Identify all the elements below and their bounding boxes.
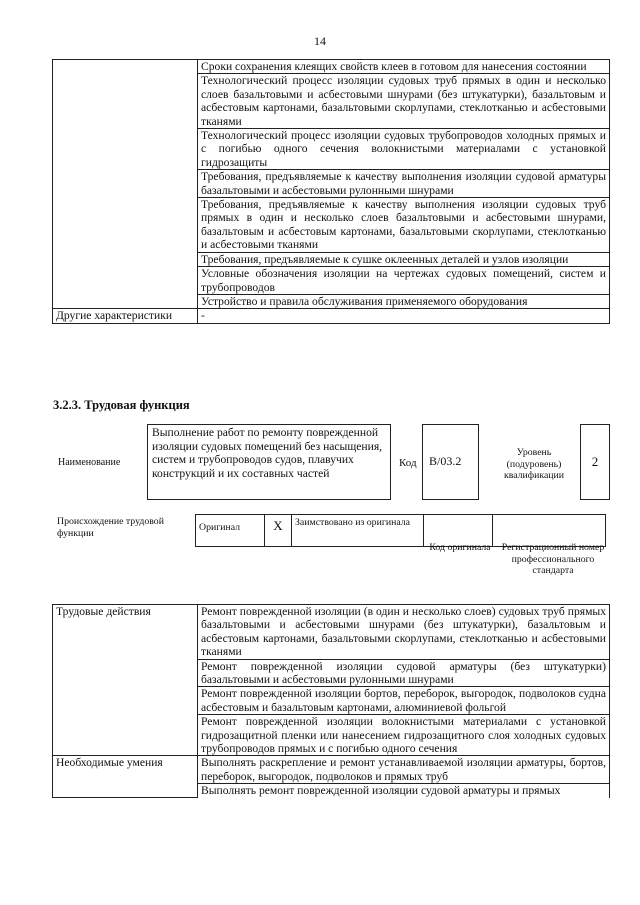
- original-mark: X: [265, 515, 292, 547]
- knowledge-row: Устройство и правила обслуживания применяемого оборудования: [198, 294, 610, 308]
- knowledge-table: [52, 59, 610, 324]
- knowledge-row: Технологический процесс изоляции судовых трубопроводов холодных прямых и с погибью одного сечения волокнистыми материалами с установкой гидрозащиты: [198, 129, 610, 170]
- knowledge-row: Технологический процесс изоляции судовых труб прямых в один и несколько слоев базальтовыми и асбестовыми шнурами (без штукатурки), базальтовым и асбестовым картонами, базальтовыми скорлупами, стеклотканью и асбестовыми тканями: [198, 74, 610, 129]
- knowledge-row: Сроки сохранения клеящих свойств клеев в готовом для нанесения состоянии: [198, 60, 610, 74]
- code-original-label: Код оригинала: [429, 542, 491, 553]
- skill-row: Выполнять ремонт поврежденной изоляции судовой арматуры и прямых: [198, 784, 610, 798]
- code-value: B/03.2: [422, 424, 479, 500]
- level-value: 2: [580, 424, 610, 500]
- page-number: 14: [314, 34, 326, 48]
- skills-label: Необходимые умения: [53, 756, 198, 798]
- knowledge-row: Требования, предъявляемые к сушке оклеенных деталей и узлов изоляции: [198, 252, 610, 266]
- knowledge-row: Требования, предъявляемые к качеству выполнения изоляции судовой арматуры базальтовыми и асбестовыми рулонными шнурами: [198, 170, 610, 198]
- borrowed-label: Заимствовано из оригинала: [292, 515, 424, 547]
- section-title: 3.2.3. Трудовая функция: [53, 398, 190, 412]
- action-row: Ремонт поврежденной изоляции волокнистыми материалами с установкой гидрозащитной пленки или нанесением гидрозащитного слоя холодных судовых трубопроводов прямых и с погибью одного сечения: [198, 715, 610, 756]
- actions-table: [52, 604, 610, 798]
- reg-number-label: Регистрационный номер профессионального стандарта: [501, 542, 605, 576]
- function-name-box: Выполнение работ по ремонту поврежденной изоляции судовых помещений без насыщения, систем и трубопроводов судов, плавучих конструкций и их составных частей: [147, 424, 391, 500]
- knowledge-label-cell: [53, 60, 198, 309]
- actions-label: Трудовые действия: [53, 605, 198, 756]
- action-row: Ремонт поврежденной изоляции (в один и несколько слоев) судовых труб прямых базальтовыми и асбестовыми шнурами (без штукатурки), базальтовым и асбестовым картонами, базальтовыми скорлупами, стеклотканью и асбестовыми тканями: [198, 605, 610, 660]
- original-label: Оригинал: [196, 515, 265, 547]
- knowledge-row: Условные обозначения изоляции на чертежах судовых помещений, систем и трубопроводов: [198, 267, 610, 295]
- origin-label: Происхождение трудовой функции: [57, 516, 164, 539]
- name-label: Наименование: [58, 457, 121, 468]
- knowledge-row: Требования, предъявляемые к качеству выполнения изоляции судовых труб прямых в один и несколько слоев базальтовыми и асбестовыми шнурами, базальтовым и асбестовым картонами, базальтовыми скорлупами, стеклотканью и асбестовыми тканями: [198, 198, 610, 253]
- other-characteristics-label: Другие характеристики: [53, 309, 198, 323]
- action-row: Ремонт поврежденной изоляции судовой арматуры (без штукатурки) базальтовыми и асбестовыми рулонными шнурами: [198, 659, 610, 687]
- other-characteristics-value: -: [198, 309, 610, 323]
- action-row: Ремонт поврежденной изоляции бортов, переборок, выгородок, подволоков судна асбестовым и базальтовым картонами, алюминиевой фольгой: [198, 687, 610, 715]
- code-label: Код: [399, 457, 417, 469]
- skill-row: Выполнять раскрепление и ремонт устанавливаемой изоляции арматуры, бортов, переборок, выгородок, подволоков и прямых труб: [198, 756, 610, 784]
- level-label: Уровень (подуровень) квалификации: [503, 447, 565, 481]
